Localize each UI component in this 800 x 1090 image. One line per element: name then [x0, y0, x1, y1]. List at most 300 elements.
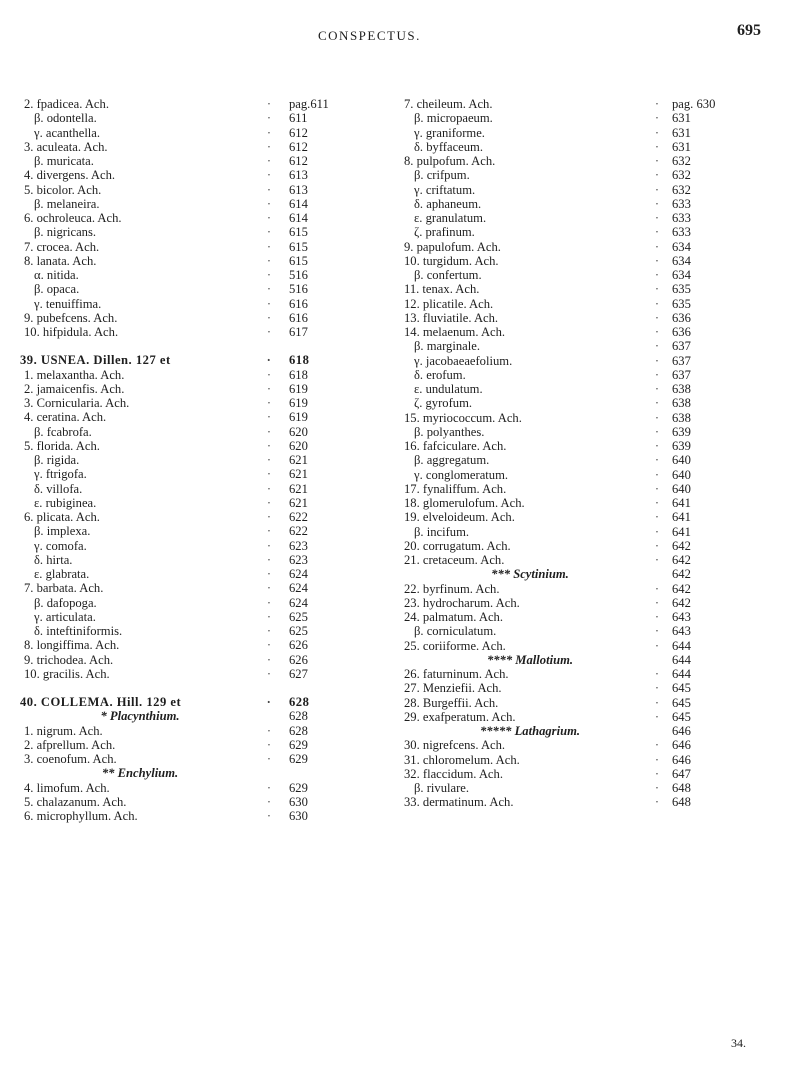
leader-dot: · [266, 182, 272, 197]
species-entry [20, 752, 375, 766]
variety-entry [400, 425, 782, 439]
species-entry [400, 97, 782, 111]
leader-dot: · [654, 681, 660, 696]
page-ref: 623 [289, 538, 308, 553]
leader-dot: · [654, 709, 660, 724]
entry-label: 9. trichodea. Ach. [24, 652, 114, 667]
leader-dot: · [654, 638, 660, 653]
page-ref: 637 [672, 367, 691, 382]
variety-entry [400, 453, 782, 467]
entry-label: 32. flaccidum. Ach. [404, 766, 503, 781]
genus-heading [20, 695, 375, 709]
species-entry [20, 410, 375, 424]
entry-label: 3. Cornicularia. Ach. [24, 396, 130, 410]
variety-entry [20, 425, 375, 439]
entry-label: β. incifum. [414, 524, 470, 539]
entry-label: γ. graniforme. [414, 125, 485, 140]
page-ref: 613 [289, 182, 308, 197]
leader-dot: · [266, 438, 272, 453]
leader-dot: · [654, 595, 660, 610]
variety-entry [400, 140, 782, 154]
leader-dot: · [266, 154, 272, 168]
page-ref: 644 [672, 667, 691, 681]
species-entry [20, 254, 375, 268]
page-ref: 646 [672, 738, 691, 753]
variety-entry [400, 339, 782, 353]
entry-label: 8. pulpofum. Ach. [404, 154, 496, 168]
genus-heading [20, 353, 375, 367]
page-ref: 614 [289, 196, 308, 211]
leader-dot: · [654, 139, 660, 154]
variety-entry [400, 111, 782, 125]
species-entry [400, 240, 782, 254]
leader-dot: · [654, 738, 660, 753]
species-entry [400, 596, 782, 610]
entry-label: 1. nigrum. Ach. [24, 723, 103, 738]
entry-label: δ. hirta. [34, 552, 73, 567]
leader-dot: · [654, 211, 660, 225]
page-header [0, 20, 800, 50]
leader-dot: · [654, 225, 660, 240]
leader-dot: · [266, 239, 272, 254]
page-ref: 646 [672, 724, 691, 738]
entry-label: 26. faturninum. Ach. [404, 667, 509, 681]
entry-label: ζ. prafinum. [414, 225, 475, 240]
species-entry [400, 738, 782, 752]
variety-entry [400, 225, 782, 239]
page-ref: 516 [289, 282, 308, 297]
leader-dot: · [266, 353, 272, 368]
section-heading [400, 567, 782, 581]
species-entry [400, 767, 782, 781]
leader-dot: · [654, 510, 660, 525]
leader-dot: · [266, 495, 272, 510]
page-ref: 618 [289, 353, 310, 368]
leader-dot: · [266, 381, 272, 396]
species-entry [400, 311, 782, 325]
page-ref: 648 [672, 781, 691, 795]
entry-label: 7. barbata. Ach. [24, 581, 104, 596]
entry-label: α. nitida. [34, 268, 79, 282]
variety-entry [400, 354, 782, 368]
variety-entry [20, 553, 375, 567]
page-ref: 642 [672, 581, 691, 596]
species-entry [20, 581, 375, 595]
page-ref: 620 [289, 438, 308, 453]
leader-dot: · [654, 296, 660, 311]
variety-entry [20, 297, 375, 311]
variety-entry [20, 111, 375, 125]
leader-dot: · [266, 225, 272, 240]
entry-label: ε. glabrata. [34, 567, 90, 581]
entry-label: **** Mallotium. [486, 652, 574, 667]
page-ref: pag. 630 [672, 97, 716, 111]
entry-label: 31. chloromelum. Ach. [404, 752, 520, 767]
leader-dot: · [266, 624, 272, 638]
entry-label: β. odontella. [34, 111, 97, 126]
species-entry [400, 254, 782, 268]
leader-dot: · [654, 125, 660, 140]
species-entry [400, 610, 782, 624]
entry-label: ε. rubiginea. [34, 495, 97, 510]
leader-dot: · [266, 695, 272, 709]
page-ref: 633 [672, 225, 691, 240]
species-entry [400, 795, 782, 809]
entry-label: 4. limofum. Ach. [24, 780, 110, 795]
page-ref: 641 [672, 496, 691, 510]
page-ref: 630 [289, 794, 308, 809]
entry-label: 1. melaxantha. Ach. [24, 367, 125, 382]
page-ref: 639 [672, 439, 691, 453]
variety-entry [20, 596, 375, 610]
page-ref: 632 [672, 154, 691, 168]
species-entry [20, 439, 375, 453]
page-ref: 640 [672, 453, 691, 468]
page-ref: 613 [289, 168, 308, 183]
variety-entry [400, 396, 782, 410]
page-ref: 612 [289, 154, 308, 168]
leader-dot: · [266, 410, 272, 425]
page-ref: 621 [289, 467, 308, 482]
species-entry [20, 140, 375, 154]
variety-entry [400, 168, 782, 182]
leader-dot: · [654, 424, 660, 439]
page-ref: 639 [672, 424, 691, 439]
page-ref: 615 [289, 225, 308, 240]
entry-label: 12. plicatile. Ach. [404, 296, 494, 311]
entry-label: 2. jamaicenfis. Ach. [24, 381, 125, 396]
leader-dot: · [266, 552, 272, 567]
entry-label: 14. melaenum. Ach. [404, 325, 506, 339]
entry-label: 8. longiffima. Ach. [24, 638, 120, 653]
species-entry [20, 311, 375, 325]
species-entry [20, 183, 375, 197]
page-ref: 634 [672, 253, 691, 268]
leader-dot: · [654, 239, 660, 254]
entry-label: 5. florida. Ach. [24, 438, 100, 453]
variety-entry [400, 781, 782, 795]
variety-entry [400, 525, 782, 539]
page-ref: 636 [672, 325, 691, 339]
leader-dot: · [654, 453, 660, 468]
right-column [400, 97, 782, 810]
variety-entry [400, 211, 782, 225]
page-ref: 643 [672, 610, 691, 624]
page-ref: 630 [289, 809, 308, 823]
species-entry [20, 382, 375, 396]
leader-dot: · [266, 780, 272, 795]
leader-dot: · [654, 339, 660, 354]
entry-label: 23. hydrocharum. Ach. [404, 595, 520, 610]
entry-label: β. melaneira. [34, 196, 100, 211]
page-ref: 633 [672, 196, 691, 211]
entry-label: 4. ceratina. Ach. [24, 410, 107, 425]
species-entry [20, 168, 375, 182]
leader-dot: · [654, 467, 660, 482]
entry-label: ** Enchylium. [101, 766, 179, 781]
page-ref: 643 [672, 624, 691, 639]
variety-entry [400, 197, 782, 211]
leader-dot: · [266, 737, 272, 752]
entry-label: 40. COLLEMA. Hill. 129 et [20, 695, 182, 709]
variety-entry [20, 282, 375, 296]
page-ref: 616 [289, 296, 308, 311]
variety-entry [20, 482, 375, 496]
leader-dot: · [266, 424, 272, 439]
entry-label: ζ. gyrofum. [414, 396, 473, 411]
page-ref: 645 [672, 695, 691, 710]
leader-dot: · [266, 467, 272, 482]
species-entry [400, 154, 782, 168]
leader-dot: · [266, 581, 272, 596]
species-entry [20, 795, 375, 809]
section-heading [400, 724, 782, 738]
page-ref: 614 [289, 211, 308, 225]
entry-label: β. crifpum. [414, 168, 470, 183]
page-ref: 616 [289, 310, 308, 325]
entry-label: β. marginale. [414, 339, 480, 354]
page-ref: 619 [289, 396, 308, 410]
page-ref: 629 [289, 752, 308, 766]
entry-label: 7. cheileum. Ach. [404, 97, 493, 111]
page-ref: 636 [672, 310, 691, 325]
page-ref: 635 [672, 296, 691, 311]
page-ref: 625 [289, 609, 308, 624]
leader-dot: · [266, 609, 272, 624]
leader-dot: · [654, 795, 660, 810]
entry-label: β. fcabrofa. [34, 424, 92, 439]
variety-entry [400, 468, 782, 482]
entry-label: δ. villofa. [34, 481, 83, 496]
entry-label: 6. microphyllum. Ach. [24, 809, 138, 823]
entry-label: 5. bicolor. Ach. [24, 182, 102, 197]
entry-label: β. confertum. [414, 268, 482, 282]
leader-dot: · [266, 453, 272, 467]
page-ref: 626 [289, 638, 308, 653]
leader-dot: · [266, 296, 272, 311]
entry-label: 22. byrfinum. Ach. [404, 581, 500, 596]
left-column [20, 97, 375, 823]
leader-dot: · [654, 182, 660, 197]
page-ref: 631 [672, 125, 691, 140]
leader-dot: · [654, 538, 660, 553]
species-entry [400, 282, 782, 296]
leader-dot: · [266, 752, 272, 766]
species-entry [20, 396, 375, 410]
page-ref: 617 [289, 325, 308, 339]
leader-dot: · [654, 310, 660, 325]
section-heading [20, 766, 375, 780]
entry-label: β. polyanthes. [414, 424, 485, 439]
species-entry [400, 297, 782, 311]
entry-label: 9. papulofum. Ach. [404, 239, 501, 254]
page-ref: 644 [672, 638, 691, 653]
page-ref: 642 [672, 538, 691, 553]
running-title: CONSPECTUS. [318, 28, 421, 43]
page-ref: 626 [289, 652, 308, 667]
species-entry [20, 667, 375, 681]
page-ref: 632 [672, 182, 691, 197]
page-ref: 618 [289, 367, 308, 382]
leader-dot: · [654, 367, 660, 382]
entry-label: 8. lanata. Ach. [24, 253, 97, 268]
page-ref: 625 [289, 624, 308, 638]
entry-label: γ. articulata. [34, 609, 96, 624]
variety-entry [20, 524, 375, 538]
entry-label: β. rigida. [34, 453, 80, 467]
variety-entry [20, 496, 375, 510]
page-ref: 622 [289, 524, 308, 539]
variety-entry [400, 183, 782, 197]
leader-dot: · [654, 524, 660, 539]
entry-label: 10. hifpidula. Ach. [24, 325, 119, 339]
page-ref: 621 [289, 495, 308, 510]
page-ref: 621 [289, 481, 308, 496]
leader-dot: · [266, 367, 272, 382]
entry-label: 5. chalazanum. Ach. [24, 794, 127, 809]
leader-dot: · [654, 396, 660, 411]
page-ref: 629 [289, 737, 308, 752]
leader-dot: · [266, 268, 272, 282]
species-entry [20, 781, 375, 795]
page-ref: 619 [289, 410, 308, 425]
entry-label: * Placynthium. [100, 709, 180, 724]
leader-dot: · [266, 666, 272, 681]
entry-label: γ. comofa. [34, 538, 87, 553]
species-entry [400, 439, 782, 453]
page-ref: 648 [672, 795, 691, 810]
entry-label: ε. granulatum. [414, 211, 487, 225]
species-entry [400, 325, 782, 339]
leader-dot: · [266, 510, 272, 524]
leader-dot: · [654, 439, 660, 453]
entry-label: β. aggregatum. [414, 453, 490, 468]
entry-label: 7. crocea. Ach. [24, 239, 100, 254]
leader-dot: · [266, 396, 272, 410]
variety-entry [20, 453, 375, 467]
leader-dot: · [654, 695, 660, 710]
species-entry [20, 653, 375, 667]
page-ref: 620 [289, 424, 308, 439]
entry-label: β. rivulare. [414, 781, 470, 795]
page-ref: 646 [672, 752, 691, 767]
page-ref: 637 [672, 353, 691, 368]
entry-label: γ. tenuiffima. [34, 296, 102, 311]
leader-dot: · [654, 496, 660, 510]
leader-dot: · [654, 253, 660, 268]
entry-label: δ. aphaneum. [414, 196, 482, 211]
leader-dot: · [654, 268, 660, 282]
entry-label: β. micropaeum. [414, 111, 493, 126]
entry-label: 2. fpadicea. Ach. [24, 97, 109, 111]
leader-dot: · [654, 481, 660, 496]
page-ref: 641 [672, 524, 691, 539]
entry-label: 4. divergens. Ach. [24, 168, 116, 183]
entry-label: 39. USNEA. Dillen. 127 et [20, 353, 171, 368]
species-entry [20, 97, 375, 111]
entry-label: 24. palmatum. Ach. [404, 610, 503, 624]
entry-label: 2. afprellum. Ach. [24, 737, 116, 752]
page-ref: 627 [289, 666, 308, 681]
entry-label: 19. elveloideum. Ach. [404, 510, 515, 525]
leader-dot: · [654, 196, 660, 211]
leader-dot: · [266, 325, 272, 339]
leader-dot: · [266, 253, 272, 268]
entry-label: 20. corrugatum. Ach. [404, 538, 511, 553]
species-entry [20, 724, 375, 738]
entry-label: 3. coenofum. Ach. [24, 752, 117, 766]
leader-dot: · [654, 752, 660, 767]
entry-label: β. opaca. [34, 282, 80, 297]
page-ref: 645 [672, 709, 691, 724]
variety-entry [20, 154, 375, 168]
page-ref: pag.611 [289, 97, 329, 111]
variety-entry [20, 567, 375, 581]
species-entry [20, 325, 375, 339]
entry-label: 17. fynaliffum. Ach. [404, 481, 507, 496]
page-ref: 624 [289, 595, 308, 610]
entry-label: 16. fafciculare. Ach. [404, 439, 507, 453]
species-entry [400, 411, 782, 425]
entry-label: 10. turgidum. Ach. [404, 253, 499, 268]
entry-label: γ. conglomeratum. [414, 467, 509, 482]
entry-label: β. muricata. [34, 154, 94, 168]
leader-dot: · [654, 667, 660, 681]
entry-label: 30. nigrefcens. Ach. [404, 738, 506, 753]
page-ref: 612 [289, 125, 308, 140]
entry-label: 29. exafperatum. Ach. [404, 709, 516, 724]
leader-dot: · [654, 382, 660, 396]
entry-label: 27. Menziefii. Ach. [404, 681, 502, 696]
entry-label: 6. plicata. Ach. [24, 510, 100, 524]
entry-label: 18. glomerulofum. Ach. [404, 496, 525, 510]
entry-label: β. nigricans. [34, 225, 97, 240]
species-entry [20, 809, 375, 823]
variety-entry [20, 225, 375, 239]
leader-dot: · [654, 282, 660, 297]
page-ref: 638 [672, 396, 691, 411]
leader-dot: · [654, 111, 660, 126]
leader-dot: · [266, 638, 272, 653]
leader-dot: · [266, 211, 272, 225]
entry-label: γ. criftatum. [414, 182, 476, 197]
entry-label: δ. inteftiniformis. [34, 624, 123, 638]
page-ref: 640 [672, 481, 691, 496]
entry-label: 28. Burgeffii. Ach. [404, 695, 499, 710]
species-entry [400, 710, 782, 724]
species-entry [20, 211, 375, 225]
variety-entry [20, 197, 375, 211]
leader-dot: · [654, 97, 660, 111]
species-entry [400, 510, 782, 524]
leader-dot: · [266, 125, 272, 140]
page-ref: 642 [672, 595, 691, 610]
species-entry [400, 496, 782, 510]
variety-entry [20, 126, 375, 140]
entry-label: 15. myriococcum. Ach. [404, 410, 522, 425]
entry-label: γ. jacobaeaefolium. [414, 353, 513, 368]
page-ref: 645 [672, 681, 691, 696]
species-entry [400, 753, 782, 767]
section-heading [400, 653, 782, 667]
leader-dot: · [266, 567, 272, 581]
variety-entry [20, 539, 375, 553]
page-ref: 621 [289, 453, 308, 467]
entry-label: 11. tenax. Ach. [404, 282, 480, 297]
page-ref: 647 [672, 766, 691, 781]
entry-label: δ. erofum. [414, 367, 466, 382]
leader-dot: · [266, 139, 272, 154]
